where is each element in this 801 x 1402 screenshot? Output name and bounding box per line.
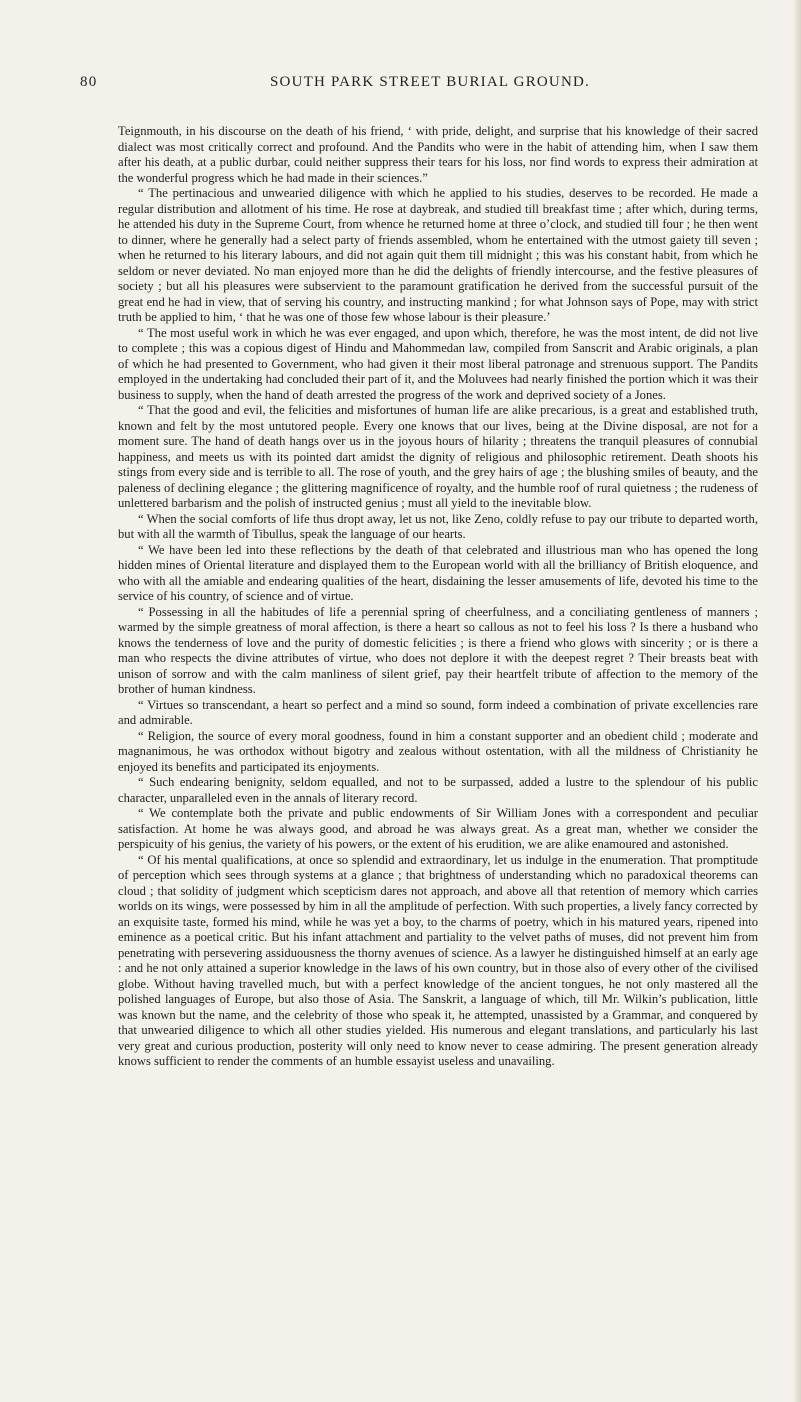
page-edge-shadow [793,0,801,1402]
running-title: SOUTH PARK STREET BURIAL GROUND. [270,74,590,90]
page-number: 80 [80,74,98,90]
paragraph: “ Possessing in all the habitudes of life a perennial spring of cheerfulness, and a conciliating gentleness of manners ; warmed by the simple greatness of moral affection, is there a heart so callous as not to feel his loss ? Is there a husband who knows the tenderness of love and the purity of domestic felicities ; is there a friend who glows with sincerity ; or is there a man who respects the divine attributes of virtue, who does not deplore it with the deepest regret ? Their breasts beat with unison of sorrow and with the calm manliness of silent grief, pay their heartfelt tribute of affection to the memory of the brother of human kindness. [118,604,758,696]
paragraph: Teignmouth, in his discourse on the death of his friend, ‘ with pride, delight, and surprise that his knowledge of their sacred dialect was most critically correct and profound. And the Pandits who were in the habit of attending him, when I saw them after his death, at a public durbar, could neither suppress their tears for his loss, nor find words to express their admiration at the wonderful progress which he had made in their sciences.” [118,124,758,185]
paragraph: “ The most useful work in which he was ever engaged, and upon which, therefore, he was the most intent, de did not live to complete ; this was a copious digest of Hindu and Mahommedan law, compiled from Sanscrit and Arabic originals, a plan of which he had presented to Government, who had given it their most liberal patronage and strenuous support. The Pandits employed in the undertaking had concluded their part of it, and the Moluvees had nearly finished the portion which it was their business to supply, when the hand of death arrested the progress of the work and deprived society of a Jones. [118,325,759,402]
paragraph: “ Virtues so transcendant, a heart so perfect and a mind so sound, form indeed a combination of private excellencies rare and admirable. [118,697,758,727]
paragraph: “ We have been led into these reflections by the death of that celebrated and illustrious man who has opened the long hidden mines of Oriental literature and displayed them to the European world with all the brilliancy of British eloquence, and who with all the amiable and endearing qualities of the heart, disdaining the lesser amusements of life, devoted his time to the service of his country, of science and of virtue. [118,542,758,603]
page-body [118,124,758,1070]
paragraph: “ Such endearing benignity, seldom equalled, and not to be surpassed, added a lustre to the splendour of his public character, unparalleled even in the annals of literary record. [118,775,758,805]
paragraph: “ That the good and evil, the felicities and misfortunes of human life are alike precarious, is a great and established truth, known and felt by the most untutored people. Every one knows that our lives, being at the Divine disposal, are not for a moment sure. The hand of death hangs over us in the joyous hours of hilarity ; threatens the tranquil pleasures of connubial happiness, and meets us with its pointed dart amidst the dignity of religious and philosophic retirement. Death shoots his stings from every side and is terrible to all. The rose of youth, and the grey hairs of age ; the blushing smiles of beauty, and the paleness of declining elegance ; the glittering magnificence of royalty, and the humble roof of rural quietness ; the rudeness of unlettered barbarism and the polish of instructed genius ; must all yield to the inevitable blow. [118,403,758,510]
paragraph: “ Of his mental qualifications, at once so splendid and extraordinary, let us indulge in the enumeration. That promptitude of perception which sees through systems at a glance ; that brightness of understanding which no paradoxical theorems can cloud ; that solidity of judgment which scepticism dares not approach, and above all that retention of memory which carries worlds on its wings, were possessed by him in all the amplitude of perfection. With such properties, a lively fancy corrected by an exquisite taste, formed his mind, while he was yet a boy, to the charms of poetry, which in his matured years, ripened into eminence as a poetical critic. But his infant attachment and partiality to the velvet paths of muses, did not prevent him from penetrating with persevering assiduousness the thorny avenues of science. As a lawyer he distinguished himself at an early age : and he not only attained a superior knowledge in the laws of his own country, but in those also of every other of the civilised globe. Without having travelled much, but with a perfect knowledge of the ancient tongues, he not only mastered all the polished languages of Europe, but also those of Asia. The Sanskrit, a language of which, till Mr. Wilkin’s publication, little was known but the name, and the celebrity of those who speak it, he attempted, unassisted by a Grammar, and conquered by that unwearied diligence to which all other studies yielded. His numerous and elegant translations, and particularly his last very great and curious production, posterity will only need to know never to cease admiring. The present generation already knows sufficient to render the comments of an humble essayist useless and unavailing. [118,852,758,1068]
paragraph: “ We contemplate both the private and public endowments of Sir William Jones with a correspondent and peculiar satisfaction. At home he was always good, and abroad he was always great. As a great man, whether we consider the perspicuity of his genius, the variety of his powers, or the extent of his erudition, we are alike enamoured and astonished. [118,806,758,851]
paragraph: “ The pertinacious and unwearied diligence with which he applied to his studies, deserves to be recorded. He made a regular distribution and allotment of his time. He rose at daybreak, and studied till breakfast time ; after which, during terms, he attended his duty in the Supreme Court, from whence he returned home at three o’clock, and studied till four ; he then went to dinner, where he generally had a select party of friends assembled, whom he entertained with the utmost gaiety till seven ; when he returned to his literary labours, and did not again quit them till midnight ; this was his constant habit, from which he seldom or never deviated. No man enjoyed more than he did the delights of friendly intercourse, and the festive pleasures of society ; but all his pleasures were subservient to the paramount gratification he derived from the successful pursuit of the great end he had in view, that of serving his country, and instructing mankind ; for what Johnson says of Pope, may with strict truth be applied to him, ‘ that he was one of those few whose labour is their pleasure.’ [118,186,758,324]
page-header [80,68,780,96]
paragraph: “ Religion, the source of every moral goodness, found in him a constant supporter and an obedient child ; moderate and magnanimous, he was orthodox without bigotry and zealous without ostentation, with all the mildness of Christianity he enjoyed its benefits and participated its enjoyments. [118,728,758,774]
paragraph: “ When the social comforts of life thus dropt away, let us not, like Zeno, coldly refuse to pay our tribute to departed worth, but with all the warmth of Tibullus, speak the language of our hearts. [118,511,758,541]
